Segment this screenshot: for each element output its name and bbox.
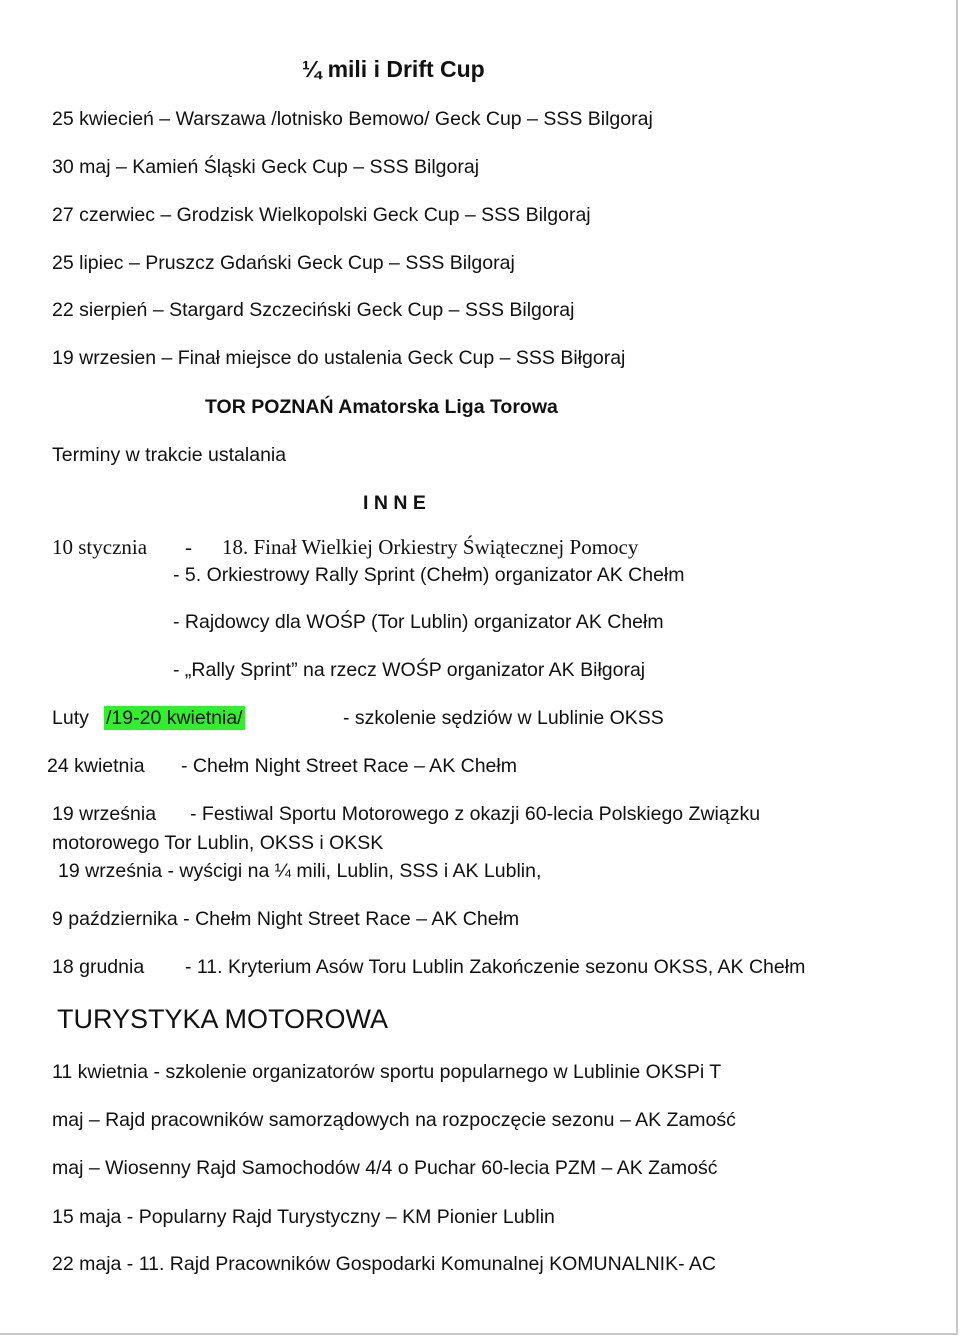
festival-date: 19 września <box>52 803 157 825</box>
chelm-event: - Chełm Night Street Race – AK Chełm <box>181 755 517 777</box>
luty-label: Luty <box>52 707 89 729</box>
luty-date-highlight: /19-20 kwietnia/ <box>106 707 243 729</box>
kryterium-event: - 11. Kryterium Asów Toru Lublin Zakończenie sezonu OKSS, AK Chełm <box>185 956 806 978</box>
wosp-item-3: - „Rally Sprint” na rzecz WOŚP organizator AK Biłgoraj <box>173 659 646 681</box>
drift-event-2: 30 maj – Kamień Śląski Geck Cup – SSS Bilgoraj <box>52 156 480 178</box>
festival-event: - Festiwal Sportu Motorowego z okazji 60-lecia Polskiego Związku <box>190 803 761 825</box>
wosp-date: 10 stycznia <box>52 535 148 559</box>
wosp-dash: - <box>185 535 192 559</box>
turystyka-item-1: 11 kwietnia - szkolenie organizatorów sportu popularnego w Lublinie OKSPi T <box>52 1061 722 1083</box>
drift-event-6: 19 wrzesien – Finał miejsce do ustalenia Geck Cup – SSS Biłgoraj <box>52 347 626 369</box>
october-event: 9 października - Chełm Night Street Race – AK Chełm <box>52 908 520 930</box>
drift-event-5: 22 sierpień – Stargard Szczeciński Geck Cup – SSS Bilgoraj <box>52 299 575 321</box>
drift-event-1: 25 kwiecień – Warszawa /lotnisko Bemowo/ Geck Cup – SSS Bilgoraj <box>52 108 653 130</box>
drift-event-3: 27 czerwiec – Grodzisk Wielkopolski Geck Cup – SSS Bilgoraj <box>52 204 591 226</box>
wosp-title: 18. Finał Wielkiej Orkiestry Świątecznej Pomocy <box>222 535 639 559</box>
section-heading-tor-poznan: TOR POZNAŃ Amatorska Liga Torowa <box>205 396 558 418</box>
chelm-date: 24 kwietnia <box>47 755 145 777</box>
luty-event: - szkolenie sędziów w Lublinie OKSS <box>343 707 664 729</box>
tor-poznan-note: Terminy w trakcie ustalania <box>52 444 287 466</box>
section-heading-turystyka: TURYSTYKA MOTOROWA <box>57 1004 389 1034</box>
festival-continuation: motorowego Tor Lublin, OKSS i OKSK <box>52 832 384 854</box>
quarter-mile-event: 19 września - wyścigi na ¼ mili, Lublin, SSS i AK Lublin, <box>58 860 542 882</box>
drift-event-4: 25 lipiec – Pruszcz Gdański Geck Cup – SSS Bilgoraj <box>52 252 515 274</box>
turystyka-item-2: maj – Rajd pracowników samorządowych na rozpoczęcie sezonu – AK Zamość <box>52 1109 736 1131</box>
section-heading-drift: ¼ mili i Drift Cup <box>302 56 485 82</box>
turystyka-item-5: 22 maja - 11. Rajd Pracowników Gospodarki Komunalnej KOMUNALNIK- AC <box>52 1253 716 1275</box>
kryterium-date: 18 grudnia <box>52 956 145 978</box>
wosp-item-1: - 5. Orkiestrowy Rally Sprint (Chełm) organizator AK Chełm <box>173 564 685 586</box>
turystyka-item-4: 15 maja - Popularny Rajd Turystyczny – KM Pionier Lublin <box>52 1206 555 1228</box>
turystyka-item-3: maj – Wiosenny Rajd Samochodów 4/4 o Puchar 60-lecia PZM – AK Zamość <box>52 1157 718 1179</box>
wosp-item-2: - Rajdowcy dla WOŚP (Tor Lublin) organizator AK Chełm <box>173 611 664 633</box>
section-heading-inne: I N N E <box>363 492 426 514</box>
